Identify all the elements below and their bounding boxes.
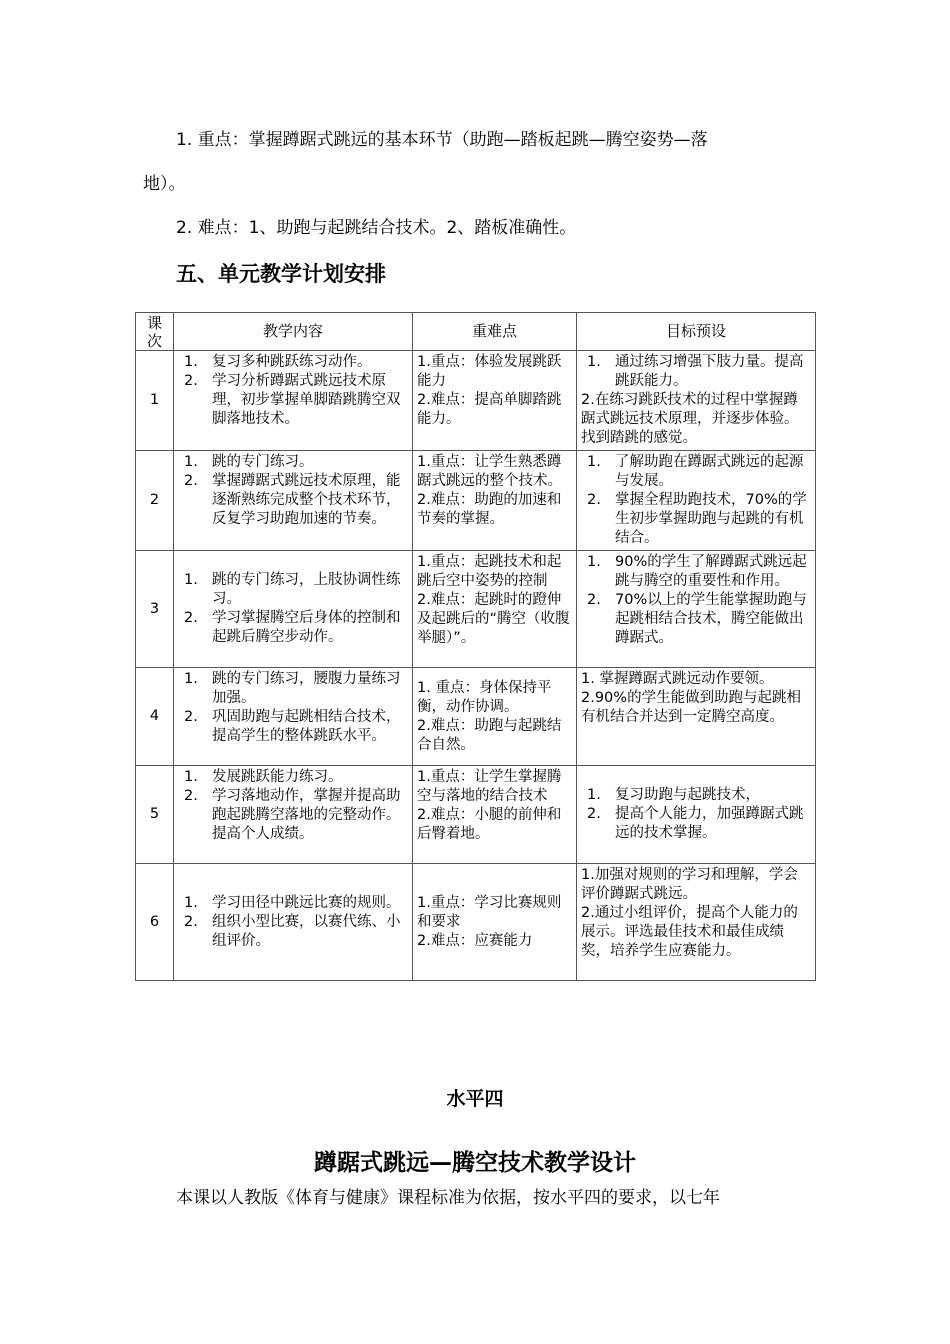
key-points (413, 766, 577, 864)
lesson-number: 6 (136, 864, 174, 981)
content-item: 1. 跳的专门练习，腰腹力量练习加强。 (184, 671, 401, 706)
goals (577, 668, 816, 766)
goal-item: 2. 提高个人能力，加强蹲踞式跳远的技术掌握。 (587, 806, 804, 841)
lesson-content (174, 864, 413, 981)
key-point-item: 2.难点：助跑的加速和节奏的掌握。 (417, 492, 562, 527)
lesson-number: 3 (136, 551, 174, 668)
content-item: 2. 学习分析蹲踞式跳远技术原理，初步掌握单脚踏跳腾空双脚落地技术。 (184, 373, 401, 427)
key-points (413, 451, 577, 551)
content-item: 2. 掌握蹲踞式跳远技术原理，能逐渐熟练完成整个技术环节，反复学习助跑加速的节奏。 (184, 473, 401, 527)
content-item: 1. 学习田径中跳远比赛的规则。 (184, 894, 401, 911)
key-point-item: 1.重点：体验发展跳跃能力 (417, 354, 562, 389)
content-item: 1. 复习多种跳跃练习动作。 (184, 354, 372, 370)
lesson-number: 5 (136, 766, 174, 864)
lesson-content (174, 668, 413, 766)
goal-item: 1. 了解助跑在蹲踞式跳远的起源与发展。 (587, 454, 804, 489)
goal-item: 1. 复习助跑与起跳技术， (587, 787, 760, 803)
lesson-number: 4 (136, 668, 174, 766)
table-row (136, 864, 816, 981)
content-item: 1. 发展跳跃能力练习。 (184, 769, 343, 785)
lesson-number: 1 (136, 351, 174, 451)
content-item: 1. 跳的专门练习，上肢协调性练习。 (184, 572, 401, 607)
goal-item: 2. 掌握全程助跑技术，70%的学生初步掌握助跑与起跳的有机结合。 (587, 492, 807, 546)
table-row (136, 551, 816, 668)
key-points (413, 668, 577, 766)
goals (577, 351, 816, 451)
goal-text: 2.通过小组评价，提高个人能力的展示。评选最佳技术和最佳成绩奖，培养学生应赛能力。 (581, 905, 798, 959)
key-point-item: 1.重点：起跳技术和起跳后空中姿势的控制 (417, 554, 562, 589)
goals (577, 766, 816, 864)
table-header-row (136, 313, 816, 351)
goals (577, 864, 816, 981)
design-title: 蹲踞式跳远—腾空技术教学设计 (314, 1150, 636, 1176)
difficulty-line: 2. 难点：1、助跑与起跳结合技术。2、踏板准确性。 (176, 218, 577, 238)
header-key: 重难点 (413, 313, 577, 351)
content-item: 2. 巩固助跑与起跳相结合技术，提高学生的整体跳跃水平。 (184, 709, 401, 744)
content-item: 2. 学习落地动作，掌握并提高助跑起跳腾空落地的完整动作。提高个人成绩。 (184, 788, 401, 842)
key-point-line: 1. 重点：掌握蹲踞式跳远的基本环节（助跑—踏板起跳—腾空姿势—落 (176, 130, 708, 150)
table-row (136, 451, 816, 551)
table-row (136, 766, 816, 864)
lesson-content (174, 551, 413, 668)
content-item: 1. 跳的专门练习。 (184, 454, 314, 470)
goal-item: 1. 通过练习增强下肢力量。提高跳跃能力。 (587, 354, 804, 389)
lesson-number: 2 (136, 451, 174, 551)
key-point-item: 1. 重点：身体保持平衡，动作协调。 (417, 679, 552, 715)
goals (577, 451, 816, 551)
content-item: 2. 学习掌握腾空后身体的控制和起跳后腾空步动作。 (184, 610, 401, 645)
key-point-item: 1.重点：让学生掌握腾空与落地的结合技术 (417, 769, 562, 804)
lesson-content (174, 351, 413, 451)
body-paragraph: 本课以人教版《体育与健康》课程标准为依据，按水平四的要求，以七年 (176, 1188, 720, 1208)
goal-text: 2.在练习跳跃技术的过程中掌握蹲踞式跳远技术原理，并逐步体验。找到踏跳的感觉。 (581, 392, 799, 446)
key-point-item: 1.重点：让学生熟悉蹲踞式跳远的整个技术。 (417, 454, 562, 489)
goal-text: 1.加强对规则的学习和理解，学会评价蹲踞式跳远。 (581, 867, 798, 902)
key-points (413, 351, 577, 451)
section-heading: 五、单元教学计划安排 (176, 262, 386, 286)
key-points (413, 864, 577, 981)
goal-text: 1. 掌握蹲踞式跳远动作要领。 (581, 671, 774, 687)
content-item: 2. 组织小型比赛，以赛代练、小组评价。 (184, 913, 401, 949)
key-points (413, 551, 577, 668)
lesson-content (174, 451, 413, 551)
key-point-item: 2.难点：起跳时的蹬伸及起跳后的“腾空（收腹举腿）”。 (417, 592, 570, 646)
key-point-item: 2.难点：小腿的前伸和后臀着地。 (417, 807, 562, 842)
header-goal: 目标预设 (577, 313, 816, 351)
goal-item: 2. 70%以上的学生能掌握助跑与起跳相结合技术，腾空能做出蹲踞式。 (587, 592, 807, 646)
goals (577, 551, 816, 668)
goal-item: 1. 90%的学生了解蹲踞式跳远起跳与腾空的重要性和作用。 (587, 554, 807, 589)
key-point-item: 2.难点：助跑与起跳结合自然。 (417, 717, 562, 753)
key-point-item: 1.重点：学习比赛规则和要求 (417, 894, 562, 930)
table-row (136, 351, 816, 451)
level-title: 水平四 (446, 1088, 504, 1110)
goal-text: 2.90%的学生能做到助跑与起跳相有机结合并达到一定腾空高度。 (581, 690, 802, 725)
header-content: 教学内容 (174, 313, 413, 351)
table-row (136, 668, 816, 766)
key-point-line-cont: 地）。 (143, 174, 186, 194)
header-lesson: 课次 (136, 313, 174, 351)
key-point-item: 2.难点：应赛能力 (417, 932, 533, 949)
unit-plan-table (135, 312, 816, 981)
key-point-item: 2.难点：提高单脚踏跳能力。 (417, 392, 562, 427)
lesson-content (174, 766, 413, 864)
